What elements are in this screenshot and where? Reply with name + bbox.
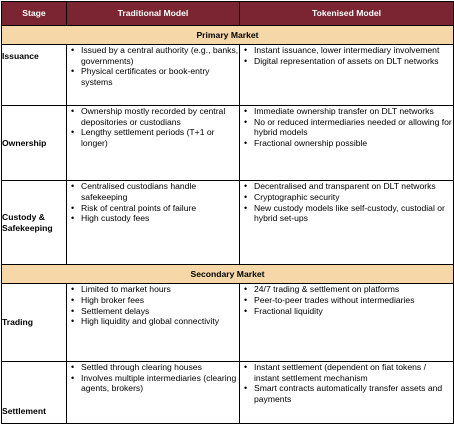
- header-tokenised: Tokenised Model: [240, 2, 454, 26]
- stage-label: Settlement: [2, 362, 67, 424]
- tokenised-cell: [240, 105, 454, 181]
- traditional-cell: [67, 284, 240, 362]
- list-item: • Immediate ownership transfer on DLT networks: [254, 106, 453, 117]
- tokenised-cell: [240, 181, 454, 265]
- list-item: • Issued by a central authority (e.g., banks, governments): [81, 45, 239, 66]
- section-title: Primary Market: [2, 26, 454, 45]
- stage-label: Trading: [2, 284, 67, 362]
- stage-label: Ownership: [2, 105, 67, 181]
- section-title: Secondary Market: [2, 265, 454, 284]
- list-item: • High broker fees: [81, 295, 239, 306]
- section-row-primary: [2, 26, 454, 45]
- list-item: • High custody fees: [81, 213, 239, 224]
- tokenised-cell: [240, 362, 454, 424]
- list-item: • New custody models like self-custody, custodial or hybrid set-ups: [254, 203, 453, 224]
- list-item: • Centralised custodians handle safekeeping: [81, 181, 239, 202]
- list-item: • Settlement delays: [81, 306, 239, 317]
- list-item: • Physical certificates or book-entry systems: [81, 66, 239, 87]
- table-row-issuance: [2, 45, 454, 106]
- traditional-cell: [67, 45, 240, 106]
- section-row-secondary: [2, 265, 454, 284]
- stage-label: Issuance: [2, 45, 67, 106]
- list-item: • Risk of central points of failure: [81, 203, 239, 214]
- list-item: • Peer-to-peer trades without intermediaries: [254, 295, 453, 306]
- list-item: • Fractional liquidity: [254, 306, 453, 317]
- traditional-cell: [67, 362, 240, 424]
- list-item: • 24/7 trading & settlement on platforms: [254, 284, 453, 295]
- list-item: • High liquidity and global connectivity: [81, 316, 239, 327]
- list-item: • Cryptographic security: [254, 192, 453, 203]
- list-item: • Settled through clearing houses: [81, 362, 239, 373]
- list-item: • Fractional ownership possible: [254, 138, 453, 149]
- list-item: • Instant issuance, lower intermediary involvement: [254, 45, 453, 56]
- stage-label: Custody & Safekeeping: [2, 181, 67, 265]
- list-item: • Involves multiple intermediaries (clearing agents, brokers): [81, 373, 239, 394]
- list-item: • Digital representation of assets on DLT networks: [254, 56, 453, 67]
- tokenised-cell: [240, 284, 454, 362]
- table-row-trading: [2, 284, 454, 362]
- table-row-settlement: [2, 362, 454, 424]
- header-traditional: Traditional Model: [67, 2, 240, 26]
- list-item: • Ownership mostly recorded by central depositories or custodians: [81, 106, 239, 127]
- table-row-custody: [2, 181, 454, 265]
- traditional-cell: [67, 181, 240, 265]
- list-item: • Instant settlement (dependent on fiat tokens / instant settlement mechanism: [254, 362, 453, 383]
- list-item: • Limited to market hours: [81, 284, 239, 295]
- header-row: [2, 2, 454, 26]
- header-stage: Stage: [2, 2, 67, 26]
- list-item: • Smart contracts automatically transfer assets and payments: [254, 383, 453, 404]
- tokenised-cell: [240, 45, 454, 106]
- list-item: • Decentralised and transparent on DLT networks: [254, 181, 453, 192]
- comparison-table: [1, 1, 454, 424]
- traditional-cell: [67, 105, 240, 181]
- list-item: • Lengthy settlement periods (T+1 or longer): [81, 127, 239, 148]
- list-item: • No or reduced intermediaries needed or allowing for hybrid models: [254, 117, 453, 138]
- table-row-ownership: [2, 105, 454, 181]
